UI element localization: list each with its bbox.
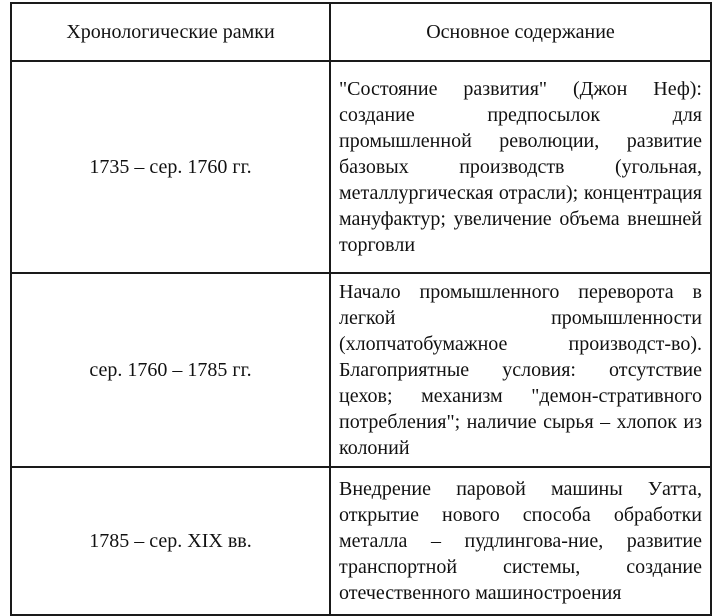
content-cell: "Состояние развития" (Джон Неф): создание предпосылок для промышленной революции, развитие базовых производств (угольная, металлургическая отрасли); концентрация мануфактур; увеличение объема внешней торговли — [330, 61, 711, 273]
period-cell: 1785 – сер. XIX вв. — [11, 467, 330, 615]
table-header-row — [11, 3, 711, 61]
period-cell: сер. 1760 – 1785 гг. — [11, 273, 330, 467]
table-row — [11, 61, 711, 273]
table-row — [11, 273, 711, 467]
table-row — [11, 467, 711, 615]
content-cell: Начало промышленного переворота в легкой промышленности (хлопчатобумажное производст-во). Благоприятные условия: отсутствие цехов; механизм "демон-стративного потребления"; наличие сырья – хлопок из колоний — [330, 273, 711, 467]
header-content: Основное содержание — [330, 3, 711, 61]
content-cell: Внедрение паровой машины Уатта, открытие нового способа обработки металла – пудлингова-ние, развитие транспортной системы, создание отечественного машиностроения — [330, 467, 711, 615]
header-period: Хронологические рамки — [11, 3, 330, 61]
chronology-table — [10, 2, 712, 616]
period-cell: 1735 – сер. 1760 гг. — [11, 61, 330, 273]
